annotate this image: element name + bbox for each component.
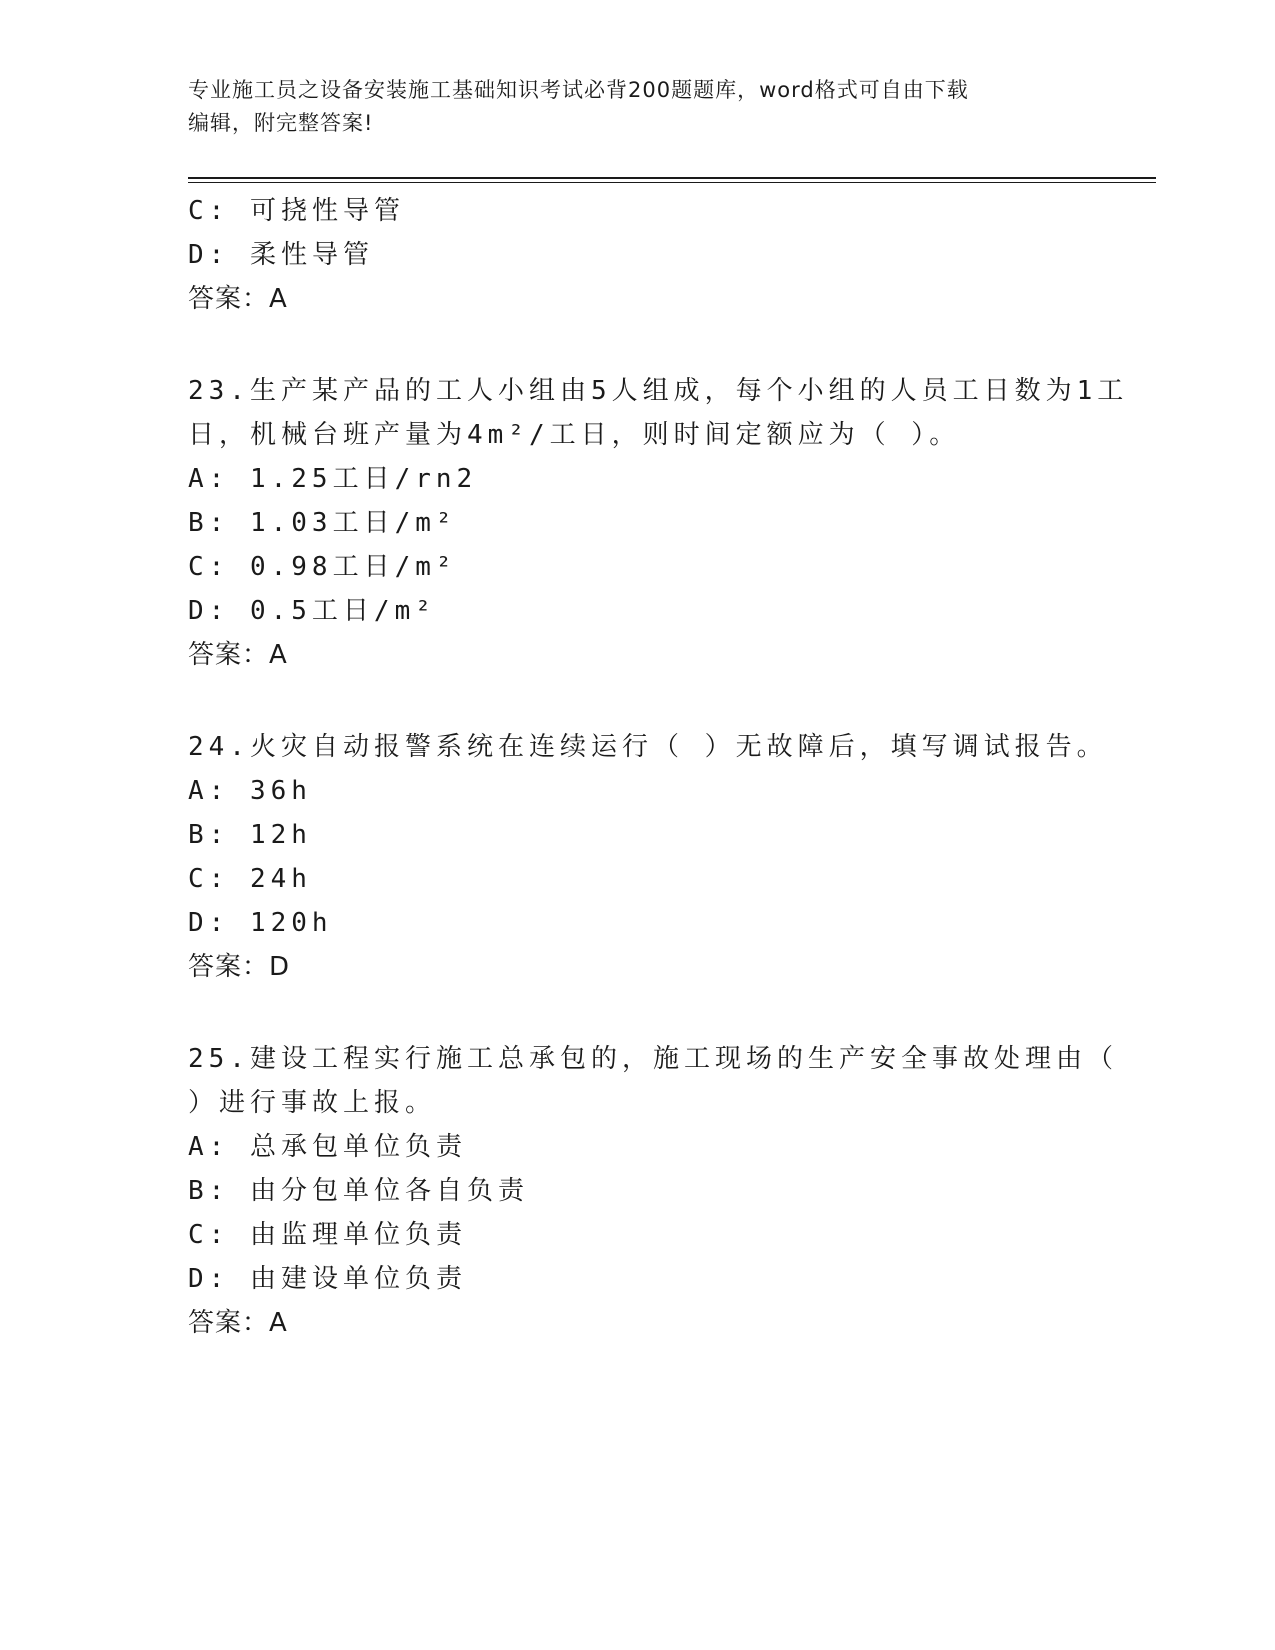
q25-stem-line-1: 25.建设工程实行施工总承包的，施工现场的生产安全事故处理由（ <box>188 1044 1118 1074</box>
q22-option-c: C: 可挠性导管 <box>188 196 405 226</box>
q25-option-c: C: 由监理单位负责 <box>188 1220 467 1250</box>
q22-option-d: D: 柔性导管 <box>188 240 374 270</box>
q23-answer: 答案：A <box>188 640 288 670</box>
q23-option-d: D: 0.5工日/m² <box>188 596 436 626</box>
q25-answer: 答案：A <box>188 1308 288 1338</box>
q25-option-b: B: 由分包单位各自负责 <box>188 1176 529 1206</box>
q23-option-b: B: 1.03工日/m² <box>188 508 457 538</box>
q23-stem-line-2: 日，机械台班产量为4m²/工日，则时间定额应为（ ）。 <box>188 420 961 450</box>
header-title-line-2: 编辑，附完整答案! <box>188 111 374 135</box>
q24-stem-line-1: 24.火灾自动报警系统在连续运行（ ）无故障后，填写调试报告。 <box>188 732 1108 762</box>
q23-option-c: C: 0.98工日/m² <box>188 552 457 582</box>
header-title-line-1: 专业施工员之设备安装施工基础知识考试必背200题题库，word格式可自由下载 <box>188 78 969 102</box>
header-rule-thick <box>188 177 1156 179</box>
q24-option-b: B: 12h <box>188 820 312 850</box>
document-header <box>188 74 1088 140</box>
header-rule-thin <box>188 182 1156 183</box>
q23-stem-line-1: 23.生产某产品的工人小组由5人组成，每个小组的人员工日数为1工 <box>188 376 1129 406</box>
q25-stem-line-2: ）进行事故上报。 <box>188 1088 437 1118</box>
q24-option-a: A: 36h <box>188 776 312 806</box>
q24-option-d: D: 120h <box>188 908 333 938</box>
q24-answer: 答案：D <box>188 952 291 982</box>
q23-option-a: A: 1.25工日/rn2 <box>188 464 478 494</box>
q25-option-d: D: 由建设单位负责 <box>188 1264 467 1294</box>
q22-answer: 答案：A <box>188 284 288 314</box>
q24-option-c: C: 24h <box>188 864 312 894</box>
q25-option-a: A: 总承包单位负责 <box>188 1132 467 1162</box>
